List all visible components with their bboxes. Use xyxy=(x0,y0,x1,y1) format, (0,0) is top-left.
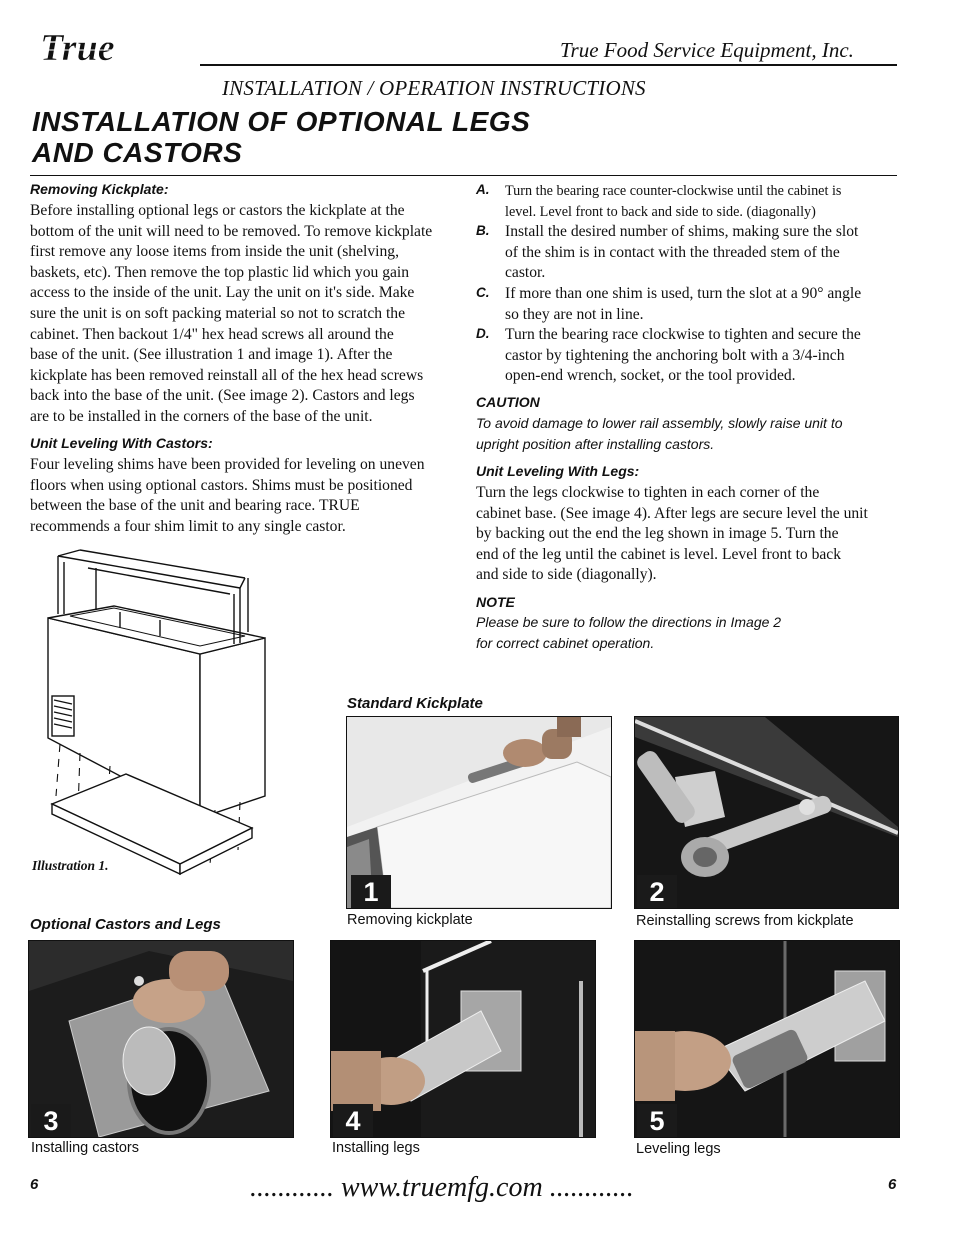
company-name: True Food Service Equipment, Inc. xyxy=(560,38,854,62)
text-line: back into the base of the unit. (See image 2). Castors and legs xyxy=(30,387,415,405)
step-b xyxy=(476,222,901,284)
caution-heading: CAUTION xyxy=(476,394,540,410)
text-line: If more than one shim is used, turn the slot at a 90° angle xyxy=(505,285,862,302)
website-url[interactable]: ............ www.truemfg.com ............ xyxy=(250,1172,634,1203)
svg-text:True: True xyxy=(40,28,115,68)
step-letter: B. xyxy=(476,223,490,238)
text-line: base of the unit. (See illustration 1 and image 1). After the xyxy=(30,346,393,364)
step-c xyxy=(476,284,901,325)
steps-list xyxy=(476,181,901,387)
text-line: level. Level front to back and side to side. (diagonally) xyxy=(505,203,816,220)
photo-number-badge: 5 xyxy=(637,1104,677,1138)
page-number-right: 6 xyxy=(888,1176,897,1193)
photo-reinstalling-screws xyxy=(634,716,899,909)
photo-caption: Installing legs xyxy=(332,1140,420,1156)
text-line: To avoid damage to lower rail assembly, slowly raise unit to xyxy=(476,415,843,431)
photo-caption: Reinstalling screws from kickplate xyxy=(636,913,854,929)
step-text xyxy=(505,325,861,387)
text-line: cabinet base. (See image 4). After legs are secure level the unit xyxy=(476,504,868,522)
page-number-left: 6 xyxy=(30,1176,39,1193)
step-text xyxy=(505,284,861,325)
step-letter: D. xyxy=(476,326,490,341)
standard-kickplate-heading: Standard Kickplate xyxy=(347,695,483,712)
caution-text xyxy=(476,413,843,455)
step-text xyxy=(505,222,858,284)
text-line: floors when using optional castors. Shims must be positioned xyxy=(30,476,413,494)
title-line-2: AND CASTORS xyxy=(32,137,243,168)
text-line: so they are not in line. xyxy=(505,305,644,323)
text-line: kickplate has been removed reinstall all of the hex head screws xyxy=(30,366,424,384)
text-line: castor by tightening the anchoring bolt with a 3/4-inch xyxy=(505,346,845,364)
step-letter: A. xyxy=(476,182,490,197)
kickplate-heading: Removing Kickplate: xyxy=(30,181,169,197)
text-line: open-end wrench, socket, or the tool provided. xyxy=(505,367,796,385)
step-letter: C. xyxy=(476,285,490,300)
illustration-caption: Illustration 1. xyxy=(32,858,109,873)
legs-leveling-heading: Unit Leveling With Legs: xyxy=(476,463,640,479)
photo-installing-legs xyxy=(330,940,596,1138)
note-text xyxy=(476,612,781,654)
note-heading: NOTE xyxy=(476,594,515,610)
photo-caption: Leveling legs xyxy=(636,1141,721,1157)
text-line: Install the desired number of shims, making sure the slot xyxy=(505,223,859,240)
photo-caption: Installing castors xyxy=(31,1140,139,1156)
photo-number-badge: 4 xyxy=(333,1104,373,1138)
illustration-1 xyxy=(40,548,280,888)
text-line: upright position after installing castors. xyxy=(476,436,715,452)
photo-number-badge: 1 xyxy=(351,875,391,909)
text-line: baskets, etc). Then remove the top plastic lid which you gain xyxy=(30,263,410,281)
optional-castors-heading: Optional Castors and Legs xyxy=(30,916,221,933)
text-line: Turn the bearing race counter-clockwise until the cabinet is xyxy=(505,183,842,199)
photo-number-badge: 3 xyxy=(31,1104,71,1138)
title-line-1: INSTALLATION OF OPTIONAL LEGS xyxy=(32,106,531,137)
castor-leveling-paragraph xyxy=(30,455,450,537)
text-line: and side to side (diagonally). xyxy=(476,566,657,584)
legs-leveling-paragraph xyxy=(476,483,901,586)
step-text xyxy=(505,181,841,222)
text-line: recommends a four shim limit to any single castor. xyxy=(30,517,346,535)
text-line: Turn the bearing race clockwise to tighten and secure the xyxy=(505,326,861,343)
text-line: Please be sure to follow the directions in Image 2 xyxy=(476,614,782,630)
castor-leveling-heading: Unit Leveling With Castors: xyxy=(30,435,213,451)
true-logo xyxy=(36,28,196,68)
kickplate-paragraph xyxy=(30,201,450,428)
text-line: Turn the legs clockwise to tighten in each corner of the xyxy=(476,484,820,501)
photo-leveling-legs xyxy=(634,940,900,1138)
header-rule xyxy=(200,64,897,66)
text-line: sure the unit is on soft packing material so not to scratch the xyxy=(30,304,406,322)
text-line: Before installing optional legs or castors the kickplate at the xyxy=(30,202,405,219)
text-line: of the shim is in contact with the threaded stem of the xyxy=(505,243,840,261)
text-line: access to the inside of the unit. Lay the unit on it's side. Make xyxy=(30,284,415,302)
text-line: between the base of the unit and bearing race. TRUE xyxy=(30,497,360,515)
photo-caption: Removing kickplate xyxy=(347,912,473,928)
text-line: bottom of the unit will need to be removed. To remove kickplate xyxy=(30,222,433,240)
title-rule xyxy=(30,175,897,176)
text-line: cabinet. Then backout 1/4" hex head screws all around the xyxy=(30,325,394,343)
step-a xyxy=(476,181,901,222)
text-line: are to be installed in the corners of the base of the unit. xyxy=(30,407,373,425)
text-line: end of the leg until the cabinet is level. Level front to back xyxy=(476,545,842,563)
photo-removing-kickplate xyxy=(346,716,612,909)
step-d xyxy=(476,325,901,387)
photo-number-badge: 2 xyxy=(637,875,677,909)
document-subtitle: INSTALLATION / OPERATION INSTRUCTIONS xyxy=(222,76,646,100)
text-line: first remove any loose items from inside the unit (shelving, xyxy=(30,243,399,261)
text-line: for correct cabinet operation. xyxy=(476,635,655,651)
text-line: castor. xyxy=(505,264,546,282)
text-line: Four leveling shims have been provided for leveling on uneven xyxy=(30,456,425,473)
photo-installing-castors xyxy=(28,940,294,1138)
page-title xyxy=(32,106,530,168)
text-line: by backing out the end the leg shown in image 5. Turn the xyxy=(476,525,839,543)
